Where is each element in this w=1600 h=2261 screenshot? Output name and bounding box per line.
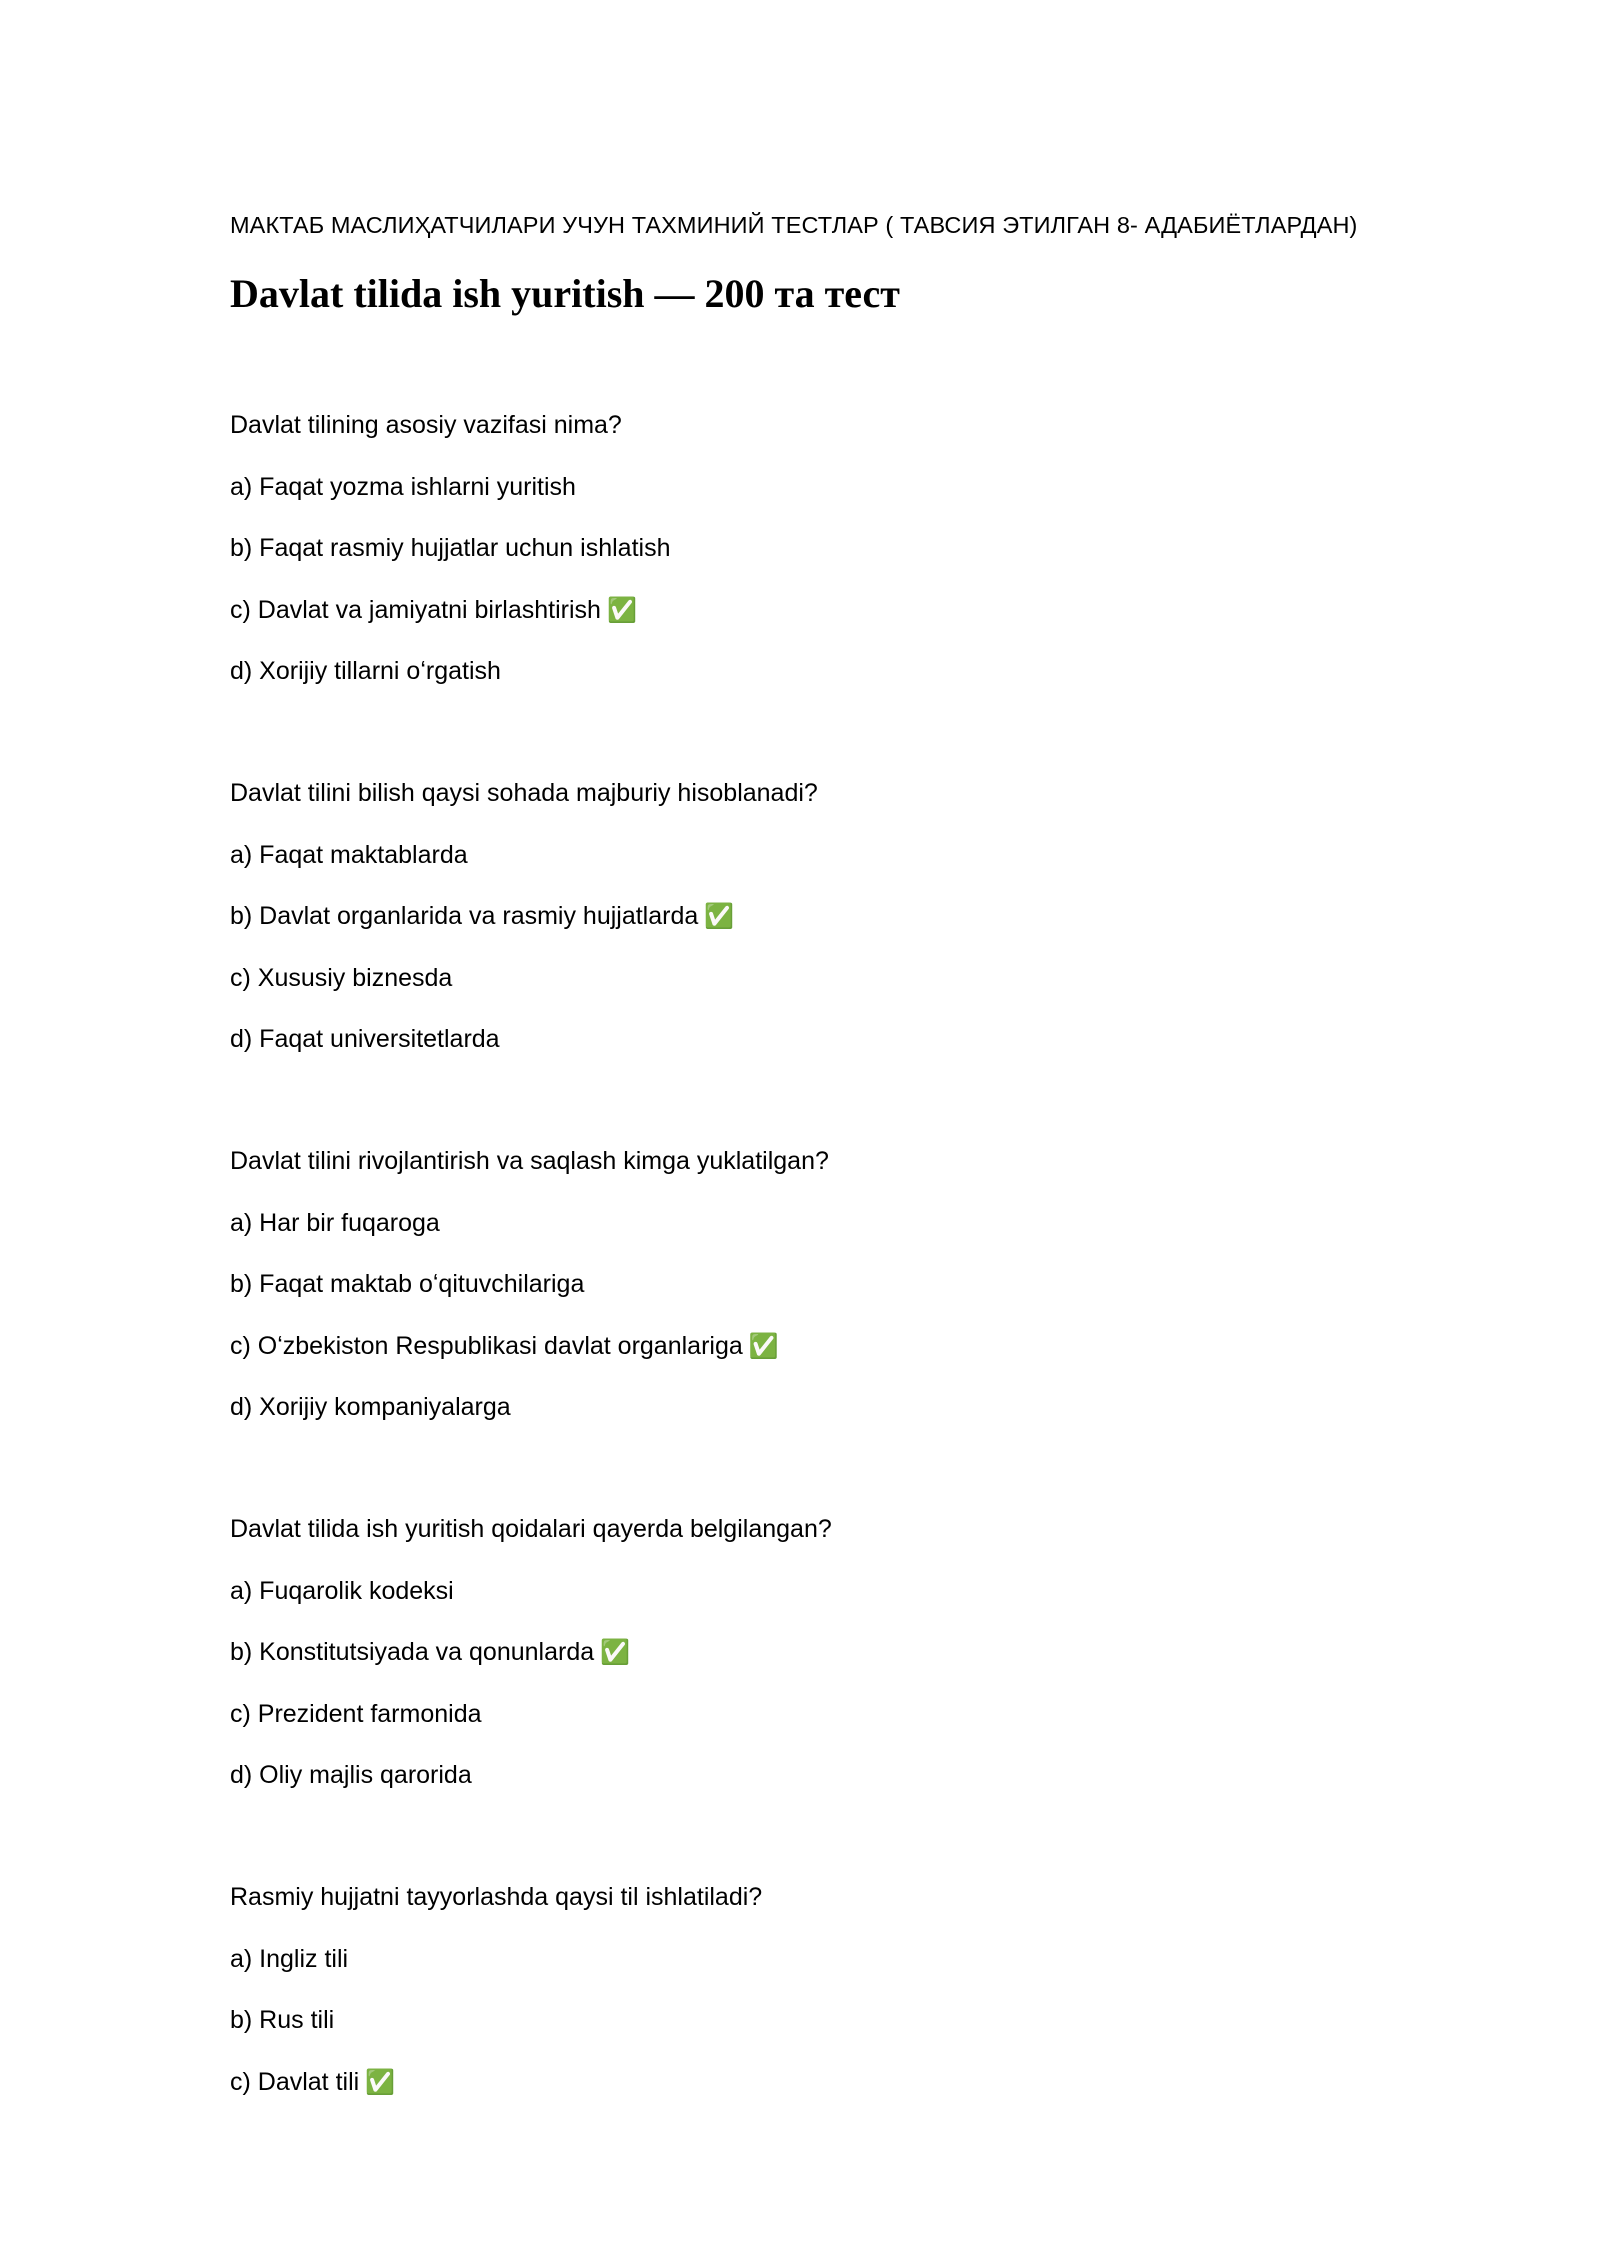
answer-option-correct [230,1637,630,1667]
answer-option: d) Oliy majlis qarorida [230,1761,472,1789]
answer-option-label: c) Oʻzbekiston Respublikasi davlat organlariga [230,1332,743,1360]
answer-option: b) Faqat rasmiy hujjatlar uchun ishlatish [230,534,671,562]
answer-option-label: b) Konstitutsiyada va qonunlarda [230,1638,595,1666]
answer-option: b) Faqat maktab oʻqituvchilariga [230,1270,585,1298]
check-icon: ✅ [600,1638,631,1666]
answer-option-correct [230,901,734,931]
answer-option: a) Faqat yozma ishlarni yuritish [230,473,576,501]
answer-option: d) Xorijiy tillarni oʻrgatish [230,657,501,685]
answer-option-label: c) Davlat va jamiyatni birlashtirish [230,596,601,624]
answer-option-correct [230,2067,395,2097]
question-text: Davlat tilini rivojlantirish va saqlash kimga yuklatilgan? [230,1147,829,1175]
answer-option: b) Rus tili [230,2006,335,2034]
answer-option: d) Faqat universitetlarda [230,1025,500,1053]
check-icon: ✅ [748,1332,779,1360]
question-text: Davlat tilida ish yuritish qoidalari qayerda belgilangan? [230,1515,832,1543]
question-text: Davlat tilining asosiy vazifasi nima? [230,411,622,439]
answer-option: a) Har bir fuqaroga [230,1209,440,1237]
answer-option: a) Fuqarolik kodeksi [230,1577,454,1605]
document-title: Davlat tilida ish yuritish — 200 та тест [230,271,900,316]
check-icon: ✅ [704,902,735,930]
answer-option: a) Faqat maktablarda [230,841,468,869]
answer-option: c) Prezident farmonida [230,1700,482,1728]
answer-option: d) Xorijiy kompaniyalarga [230,1393,511,1421]
answer-option-correct [230,595,637,625]
check-icon: ✅ [606,596,637,624]
question-text: Davlat tilini bilish qaysi sohada majburiy hisoblanadi? [230,779,818,807]
answer-option: c) Xususiy biznesda [230,964,453,992]
answer-option-label: c) Davlat tili [230,2068,360,2096]
document-header: МАКТАБ МАСЛИҲАТЧИЛАРИ УЧУН ТАХМИНИЙ ТЕСТЛАР ( ТАВСИЯ ЭТИЛГАН 8- АДАБИЁТЛАРДАН) [230,212,1358,238]
answer-option-correct [230,1331,779,1361]
answer-option: a) Ingliz tili [230,1945,349,1973]
answer-option-label: b) Davlat organlarida va rasmiy hujjatlarda [230,902,699,930]
question-text: Rasmiy hujjatni tayyorlashda qaysi til ishlatiladi? [230,1883,763,1911]
check-icon: ✅ [365,2068,396,2096]
